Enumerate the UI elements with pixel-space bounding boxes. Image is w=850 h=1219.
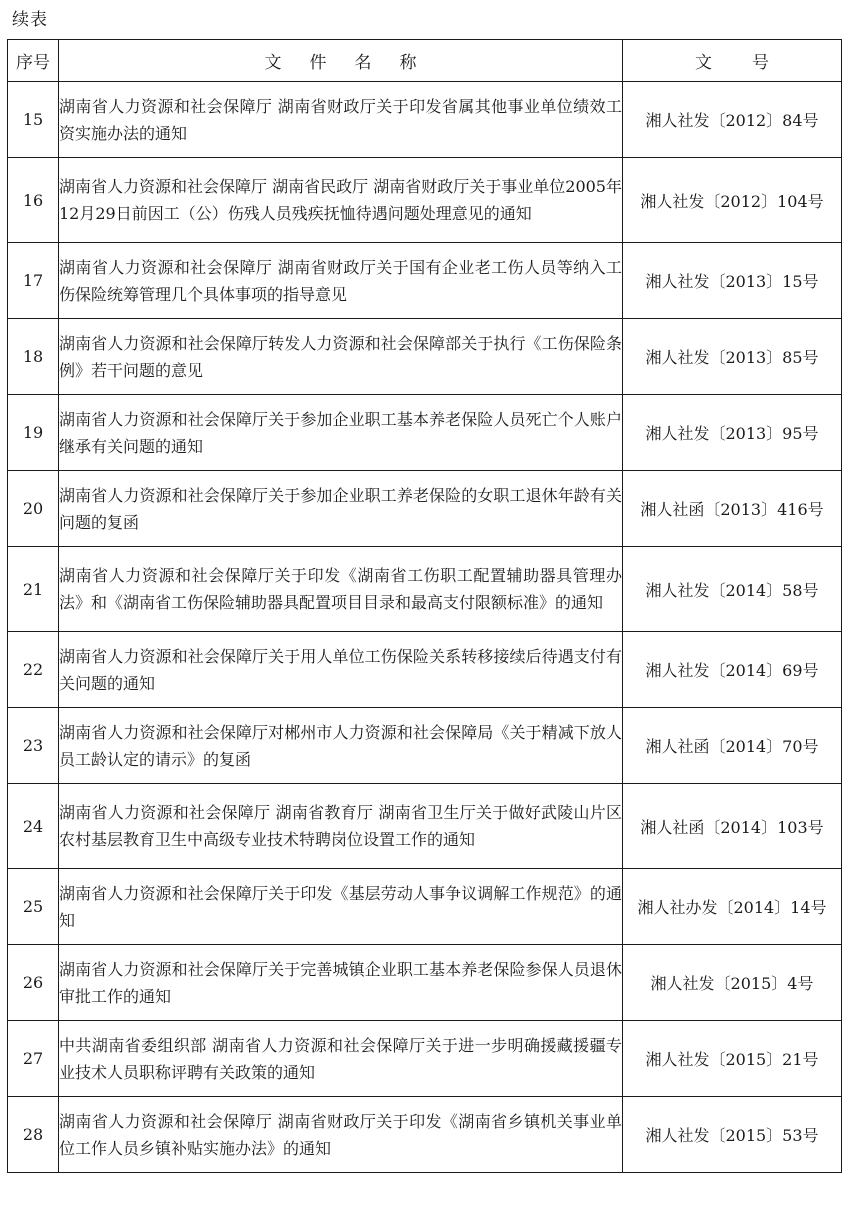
header-seq: 序号 <box>8 40 59 82</box>
row-title: 湖南省人力资源和社会保障厅关于参加企业职工养老保险的女职工退休年龄有关问题的复函 <box>59 471 623 547</box>
row-doc-number: 湘人社发〔2013〕95号 <box>623 395 842 471</box>
table-caption: 续表 <box>12 10 48 30</box>
table-row <box>8 869 842 945</box>
row-seq: 15 <box>8 82 59 158</box>
row-seq: 16 <box>8 158 59 243</box>
row-doc-number: 湘人社函〔2014〕103号 <box>623 784 842 869</box>
row-doc-number: 湘人社发〔2015〕21号 <box>623 1021 842 1097</box>
document-list-table <box>7 39 842 1173</box>
row-seq: 23 <box>8 708 59 784</box>
table-row <box>8 547 842 632</box>
row-title: 湖南省人力资源和社会保障厅对郴州市人力资源和社会保障局《关于精减下放人员工龄认定的请示》的复函 <box>59 708 623 784</box>
table-row <box>8 82 842 158</box>
table-row <box>8 395 842 471</box>
row-title: 湖南省人力资源和社会保障厅关于印发《基层劳动人事争议调解工作规范》的通知 <box>59 869 623 945</box>
row-doc-number: 湘人社发〔2015〕4号 <box>623 945 842 1021</box>
table-header-row <box>8 40 842 82</box>
row-seq: 21 <box>8 547 59 632</box>
row-seq: 26 <box>8 945 59 1021</box>
row-title: 湖南省人力资源和社会保障厅关于完善城镇企业职工基本养老保险参保人员退休审批工作的通知 <box>59 945 623 1021</box>
table-row <box>8 471 842 547</box>
row-title: 湖南省人力资源和社会保障厅 湖南省财政厅关于国有企业老工伤人员等纳入工伤保险统筹管理几个具体事项的指导意见 <box>59 243 623 319</box>
row-doc-number: 湘人社函〔2013〕416号 <box>623 471 842 547</box>
row-title: 湖南省人力资源和社会保障厅转发人力资源和社会保障部关于执行《工伤保险条例》若干问题的意见 <box>59 319 623 395</box>
row-title: 湖南省人力资源和社会保障厅关于用人单位工伤保险关系转移接续后待遇支付有关问题的通知 <box>59 632 623 708</box>
row-title: 湖南省人力资源和社会保障厅关于参加企业职工基本养老保险人员死亡个人账户继承有关问题的通知 <box>59 395 623 471</box>
row-title: 湖南省人力资源和社会保障厅关于印发《湖南省工伤职工配置辅助器具管理办法》和《湖南省工伤保险辅助器具配置项目目录和最高支付限额标准》的通知 <box>59 547 623 632</box>
table-row <box>8 632 842 708</box>
row-doc-number: 湘人社发〔2012〕104号 <box>623 158 842 243</box>
row-seq: 18 <box>8 319 59 395</box>
row-seq: 20 <box>8 471 59 547</box>
table-row <box>8 945 842 1021</box>
row-doc-number: 湘人社发〔2013〕15号 <box>623 243 842 319</box>
row-doc-number: 湘人社发〔2013〕85号 <box>623 319 842 395</box>
row-title: 湖南省人力资源和社会保障厅 湖南省财政厅关于印发省属其他事业单位绩效工资实施办法的通知 <box>59 82 623 158</box>
row-seq: 24 <box>8 784 59 869</box>
row-seq: 28 <box>8 1097 59 1173</box>
table-row <box>8 1097 842 1173</box>
table-row <box>8 158 842 243</box>
row-seq: 17 <box>8 243 59 319</box>
table-row <box>8 784 842 869</box>
row-title: 湖南省人力资源和社会保障厅 湖南省民政厅 湖南省财政厅关于事业单位2005年12月29日前因工（公）伤残人员残疾抚恤待遇问题处理意见的通知 <box>59 158 623 243</box>
row-title: 湖南省人力资源和社会保障厅 湖南省教育厅 湖南省卫生厅关于做好武陵山片区农村基层教育卫生中高级专业技术特聘岗位设置工作的通知 <box>59 784 623 869</box>
row-seq: 27 <box>8 1021 59 1097</box>
row-seq: 19 <box>8 395 59 471</box>
table-row <box>8 708 842 784</box>
row-doc-number: 湘人社发〔2014〕69号 <box>623 632 842 708</box>
row-title: 湖南省人力资源和社会保障厅 湖南省财政厅关于印发《湖南省乡镇机关事业单位工作人员乡镇补贴实施办法》的通知 <box>59 1097 623 1173</box>
row-doc-number: 湘人社函〔2014〕70号 <box>623 708 842 784</box>
row-seq: 25 <box>8 869 59 945</box>
table-row <box>8 319 842 395</box>
row-title: 中共湖南省委组织部 湖南省人力资源和社会保障厅关于进一步明确援藏援疆专业技术人员职称评聘有关政策的通知 <box>59 1021 623 1097</box>
row-seq: 22 <box>8 632 59 708</box>
row-doc-number: 湘人社发〔2012〕84号 <box>623 82 842 158</box>
row-doc-number: 湘人社办发〔2014〕14号 <box>623 869 842 945</box>
header-file-name: 文件名称 <box>59 40 623 82</box>
row-doc-number: 湘人社发〔2015〕53号 <box>623 1097 842 1173</box>
table-row <box>8 243 842 319</box>
row-doc-number: 湘人社发〔2014〕58号 <box>623 547 842 632</box>
header-doc-number: 文号 <box>623 40 842 82</box>
table-row <box>8 1021 842 1097</box>
